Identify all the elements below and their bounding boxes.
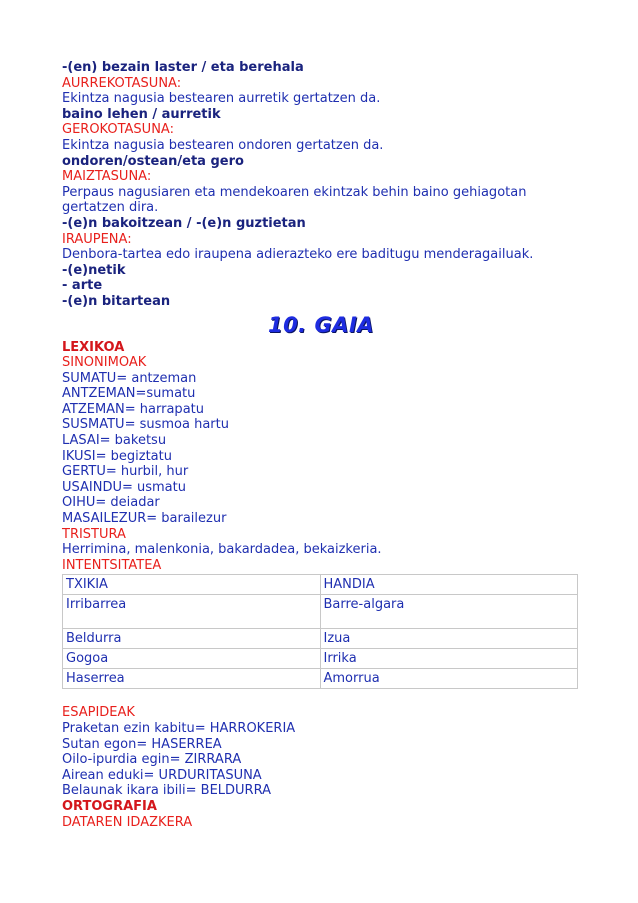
- lexikoa-heading: LEXIKOA: [62, 339, 125, 355]
- table-row: [63, 649, 578, 669]
- section-label: GEROKOTASUNA:: [62, 122, 174, 138]
- table-cell: Barre-algara: [320, 595, 578, 629]
- body-text: Denbora-tartea edo iraupena adierazteko ere baditugu menderagailuak.: [62, 247, 534, 263]
- synonym-item: SUMATU= antzeman: [62, 370, 197, 386]
- synonym-item: GERTU= hurbil, hur: [62, 464, 189, 480]
- table-row: [63, 595, 578, 629]
- table-row: [63, 669, 578, 689]
- table-cell: Haserrea: [63, 669, 321, 689]
- ortografia-heading: ORTOGRAFIA: [62, 798, 157, 814]
- section-label: IRAUPENA:: [62, 231, 132, 247]
- table-cell: Beldurra: [63, 629, 321, 649]
- chapter-title: 10. GAIA: [267, 312, 375, 337]
- body-text: Perpaus nagusiaren eta mendekoaren ekintzak behin baino gehiagotan: [62, 184, 527, 200]
- sinonimoak-label: SINONIMOAK: [62, 355, 147, 371]
- tristura-label: TRISTURA: [62, 526, 126, 542]
- conjunction-line: - arte: [62, 278, 103, 294]
- synonym-item: MASAILEZUR= barailezur: [62, 511, 227, 527]
- chapter-title-row: [62, 310, 580, 340]
- table-header-cell: TXIKIA: [63, 575, 321, 595]
- conjunction-line: ondoren/ostean/eta gero: [62, 153, 244, 169]
- conjunction-line: -(e)netik: [62, 262, 126, 278]
- expression-item: Airean eduki= URDURITASUNA: [62, 767, 262, 783]
- synonym-item: OIHU= deiadar: [62, 495, 160, 511]
- body-text: Ekintza nagusia bestearen aurretik gertatzen da.: [62, 91, 381, 107]
- esapideak-label: ESAPIDEAK: [62, 705, 135, 721]
- synonym-item: SUSMATU= susmoa hartu: [62, 417, 229, 433]
- expression-item: Belaunak ikara ibili= BELDURRA: [62, 783, 271, 799]
- document-page: [62, 60, 580, 830]
- table-cell: Irribarrea: [63, 595, 321, 629]
- section-label: MAIZTASUNA:: [62, 169, 152, 185]
- table-cell: Irrika: [320, 649, 578, 669]
- expression-item: Sutan egon= HASERREA: [62, 736, 222, 752]
- table-cell: Gogoa: [63, 649, 321, 669]
- table-row: [63, 629, 578, 649]
- conjunction-line: -(e)n bitartean: [62, 293, 171, 309]
- synonym-item: IKUSI= begiztatu: [62, 448, 172, 464]
- synonym-item: USAINDU= usmatu: [62, 479, 186, 495]
- tristura-text: Herrimina, malenkonia, bakardadea, bekaizkeria.: [62, 542, 382, 558]
- ortografia-sub: DATAREN IDAZKERA: [62, 814, 193, 830]
- intensity-table: [62, 574, 578, 689]
- intentsitatea-label: INTENTSITATEA: [62, 557, 162, 573]
- body-text: gertatzen dira.: [62, 200, 159, 216]
- spacer: [62, 689, 580, 705]
- synonym-item: LASAI= baketsu: [62, 433, 167, 449]
- table-header-row: [63, 575, 578, 595]
- table-cell: Izua: [320, 629, 578, 649]
- conjunction-line: baino lehen / aurretik: [62, 106, 221, 122]
- expression-item: Praketan ezin kabitu= HARROKERIA: [62, 721, 296, 736]
- section-label: AURREKOTASUNA:: [62, 75, 182, 91]
- table-cell: Amorrua: [320, 669, 578, 689]
- synonym-item: ATZEMAN= harrapatu: [62, 401, 204, 417]
- conjunction-line: -(e)n bakoitzean / -(e)n guztietan: [62, 215, 306, 231]
- body-text: Ekintza nagusia bestearen ondoren gertatzen da.: [62, 137, 384, 153]
- synonym-item: ANTZEMAN=sumatu: [62, 386, 196, 402]
- conjunction-line: -(en) bezain laster / eta berehala: [62, 60, 304, 75]
- table-header-cell: HANDIA: [320, 575, 578, 595]
- expression-item: Oilo-ipurdia egin= ZIRRARA: [62, 752, 242, 768]
